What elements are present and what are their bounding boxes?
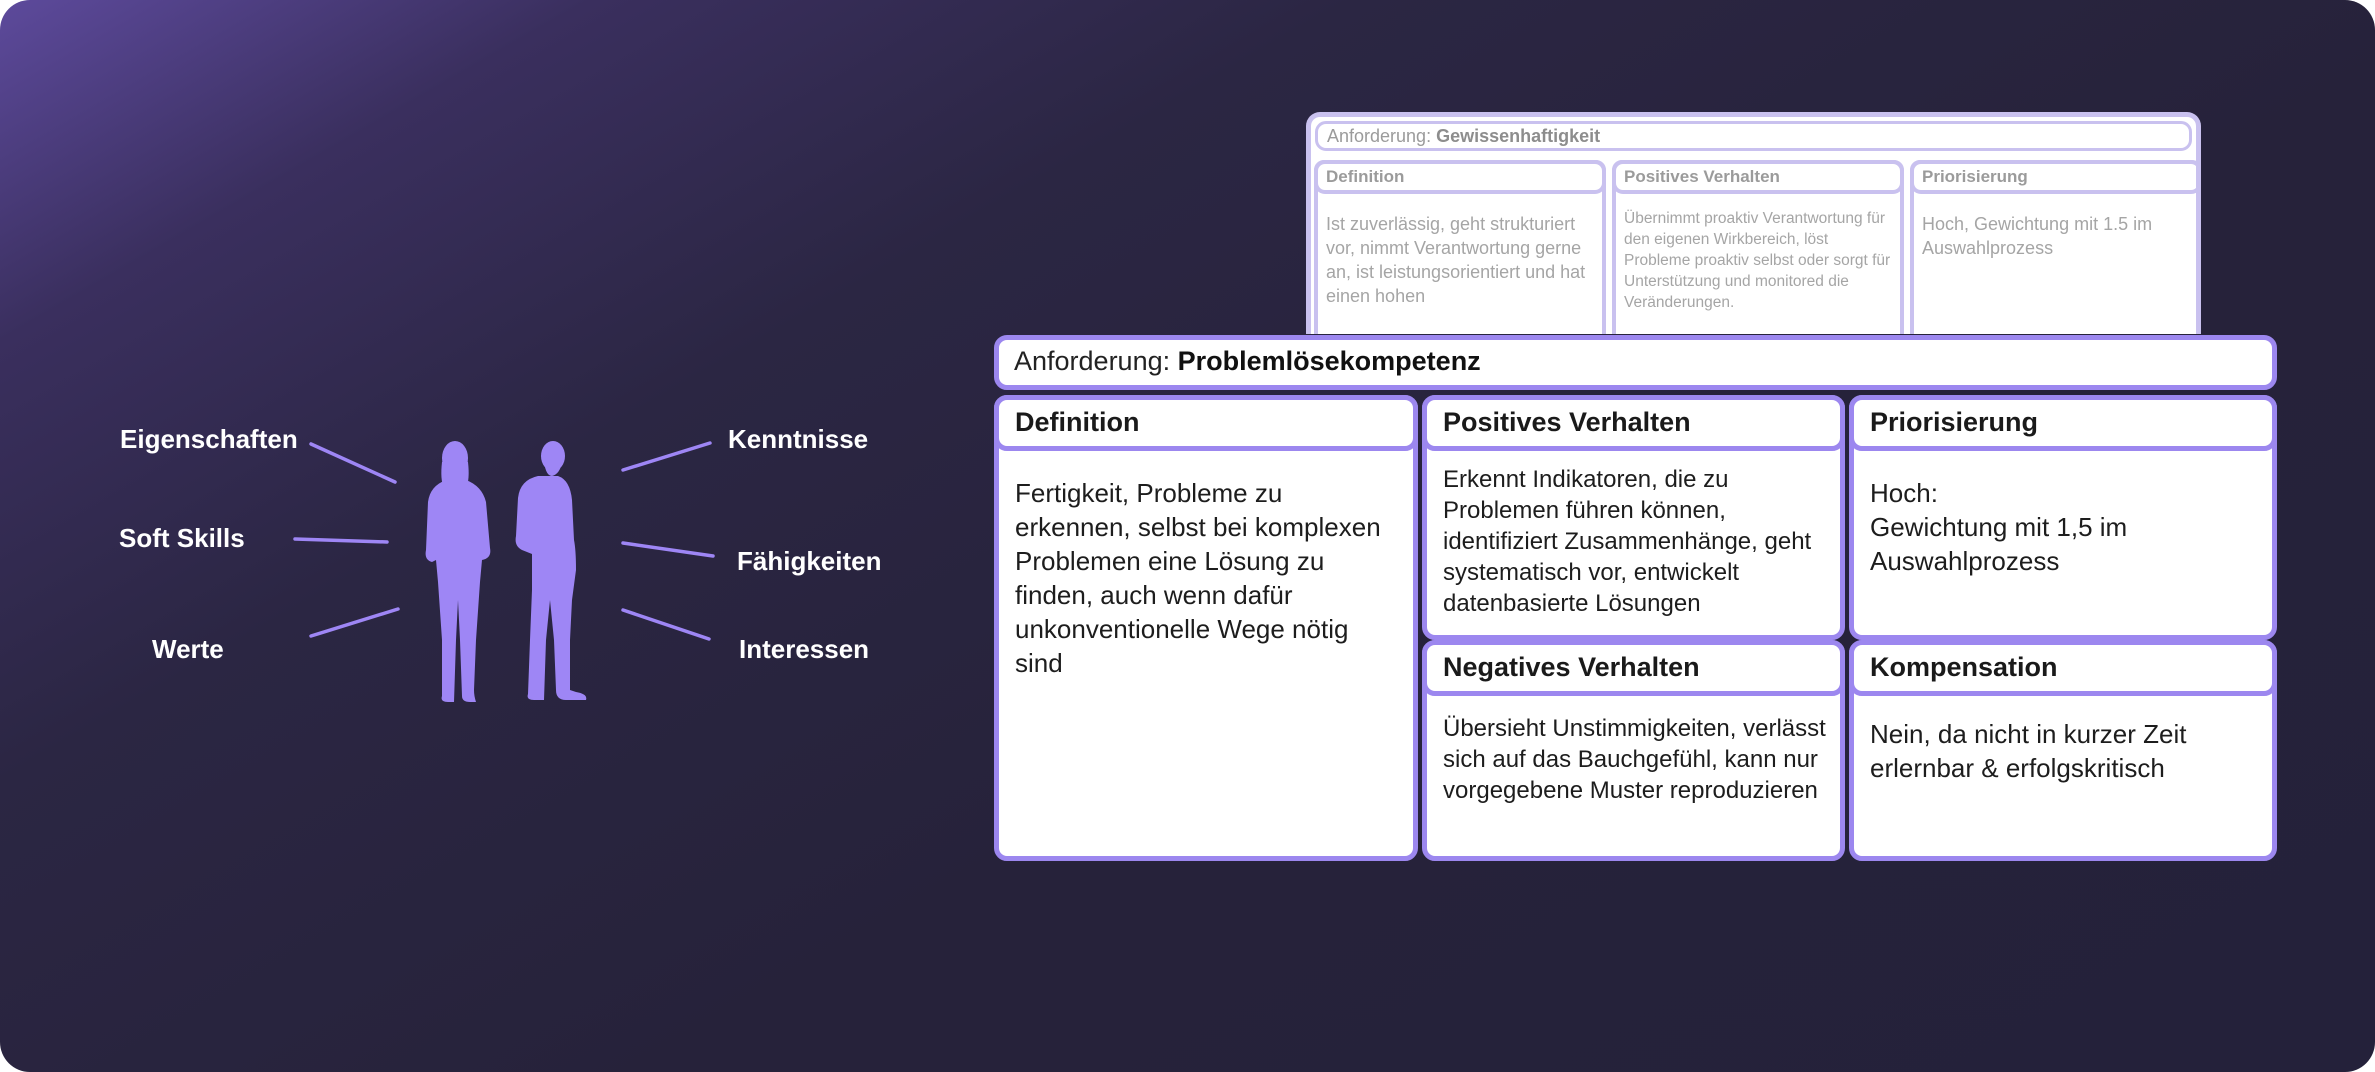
label-werte: Werte: [152, 634, 224, 664]
label-kenntnisse: Kenntnisse: [728, 424, 869, 454]
connector-line-werte: [311, 609, 398, 636]
requirement-prefix: Anforderung:: [1014, 346, 1178, 376]
requirement-card-front-header: [994, 335, 2277, 390]
definition-text: Fertigkeit, Probleme zu erkennen, selbst bei komplexen Problemen eine Lösung zu finden, auch wenn dafür unkonventionelle Wege nötig sind: [1015, 478, 1381, 678]
connector-line-faehigkeiten: [623, 543, 713, 556]
compensation-box: [1849, 640, 2277, 861]
positive-behavior-text: Erkennt Indikatoren, die zu Problemen führen können, identifiziert Zusammenhänge, geht systematisch vor, entwickelt datenbasierte Lösungen: [1443, 466, 1812, 617]
negative-behavior-box: [1422, 640, 1845, 861]
requirement-name: Gewissenhaftigkeit: [1436, 126, 1601, 146]
connector-line-kenntnisse: [623, 443, 710, 470]
negative-behavior-title: Negatives Verhalten: [1422, 640, 1845, 696]
back-positive-title: Positives Verhalten: [1612, 160, 1904, 194]
priority-box: [1849, 395, 2277, 640]
definition-title: Definition: [994, 395, 1418, 451]
back-positive-box: [1612, 160, 1904, 334]
back-priority-title: Priorisierung: [1910, 160, 2201, 194]
connector-line-interessen: [623, 610, 709, 639]
woman-silhouette-icon: [426, 441, 491, 702]
priority-text: [1870, 476, 2232, 578]
connector-line-soft-skills: [295, 539, 387, 542]
priority-title: Priorisierung: [1849, 395, 2277, 451]
back-positive-text: Übernimmt proaktiv Verantwortung für den eigenen Wirkbereich, löst Probleme proaktiv selbst oder sorgt für Unterstützung und monitored die Veränderungen.: [1624, 210, 1891, 311]
label-faehigkeiten: Fähigkeiten: [737, 546, 882, 576]
compensation-text: Nein, da nicht in kurzer Zeit erlernbar & erfolgskritisch: [1870, 719, 2187, 783]
people-silhouette-icon: [420, 440, 600, 702]
requirement-card-back-header: [1315, 121, 2192, 151]
positive-behavior-title: Positives Verhalten: [1422, 395, 1845, 451]
back-definition-title: Definition: [1314, 160, 1606, 194]
priority-weighting: Gewichtung mit 1,5 im Auswahlprozess: [1870, 512, 2128, 576]
definition-box: [994, 395, 1418, 861]
label-interessen: Interessen: [739, 634, 870, 664]
man-silhouette-icon: [516, 441, 587, 700]
back-priority-box: [1910, 160, 2201, 334]
label-eigenschaften: Eigenschaften: [120, 424, 298, 454]
negative-behavior-text: Übersieht Unstimmigkeiten, verlässt sich auf das Bauchgefühl, kann nur vorgegebene Muster reproduzieren: [1443, 715, 1826, 804]
requirement-prefix: Anforderung:: [1327, 126, 1437, 146]
requirement-card-front: [994, 335, 2277, 861]
back-definition-text: Ist zuverlässig, geht strukturiert vor, nimmt Verantwortung gerne an, ist leistungsorientiert und hat einen hohen: [1326, 214, 1586, 306]
connector-line-eigenschaften: [311, 444, 395, 482]
priority-level: Hoch:: [1870, 478, 1938, 508]
requirement-name: Problemlösekompetenz: [1177, 346, 1481, 376]
back-definition-box: [1314, 160, 1606, 334]
back-priority-text: Hoch, Gewichtung mit 1.5 im Auswahlprozess: [1922, 214, 2153, 258]
requirement-card-back: [1306, 112, 2201, 334]
compensation-title: Kompensation: [1849, 640, 2277, 696]
positive-behavior-box: [1422, 395, 1845, 640]
label-soft-skills: Soft Skills: [119, 523, 245, 553]
